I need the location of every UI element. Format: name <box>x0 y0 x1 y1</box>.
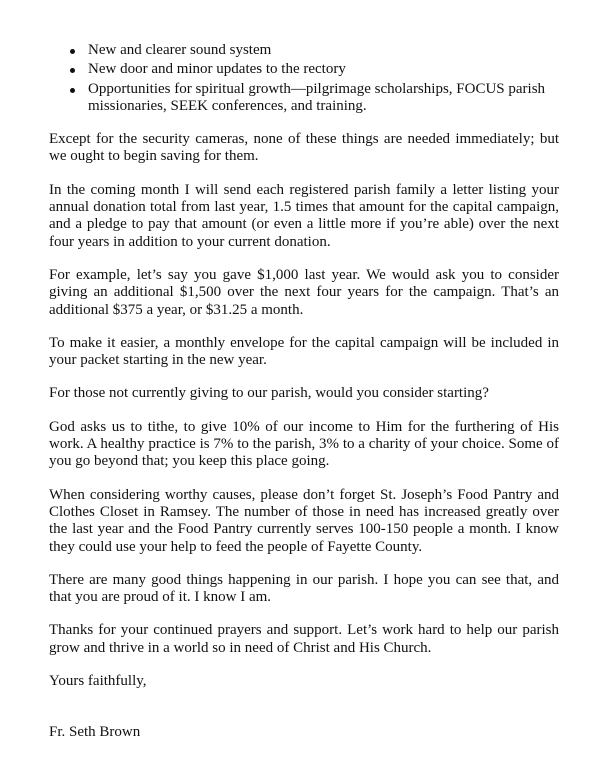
paragraph-example: For example, let’s say you gave $1,000 last year. We would ask you to consider giving an additional $1,500 over the next four years for the campaign. That’s an additional $375 a year, or $31.25 a month. <box>49 266 559 318</box>
bullet-item <box>49 61 559 78</box>
bullet-item <box>49 42 559 59</box>
signature: Fr. Seth Brown <box>49 724 141 741</box>
paragraph-food-pantry: When considering worthy causes, please don’t forget St. Joseph’s Food Pantry and Clothes Closet in Ramsey. The number of those in need has increased greatly over the last year and the Food Pantry currently serves 100-150 people a month. I know they could use your help to feed the people of Fayette County. <box>49 486 559 555</box>
bullet-dot-icon <box>70 68 75 73</box>
bullet-text: New door and minor updates to the rectory <box>88 61 346 78</box>
bullet-dot-icon <box>70 49 75 54</box>
paragraph-pledge-letter: In the coming month I will send each registered parish family a letter listing your annual donation total from last year, 1.5 times that amount for the capital campaign, and a pledge to pay that amount (or even a little more if you’re able) over the next four years in addition to your current donation. <box>49 181 559 250</box>
needs-bullet-list <box>49 42 559 115</box>
bullet-dot-icon <box>70 88 75 93</box>
paragraph-good-things: There are many good things happening in our parish. I hope you can see that, and that you are proud of it. I know I am. <box>49 571 559 606</box>
bullet-item <box>49 81 559 116</box>
closing-salutation: Yours faithfully, <box>49 673 147 690</box>
bullet-text: Opportunities for spiritual growth—pilgrimage scholarships, FOCUS parish missionaries, SEEK conferences, and training. <box>88 80 546 114</box>
paragraph-new-givers: For those not currently giving to our parish, would you consider starting? <box>49 385 489 402</box>
paragraph-saving: Except for the security cameras, none of these things are needed immediately; but we ought to begin saving for them. <box>49 131 559 165</box>
paragraph-envelope: To make it easier, a monthly envelope for the capital campaign will be included in your packet starting in the new year. <box>49 334 559 369</box>
paragraph-tithe: God asks us to tithe, to give 10% of our income to Him for the furthering of His work. A healthy practice is 7% to the parish, 3% to a charity of your choice. Some of you go beyond that; you keep this place going. <box>49 418 559 470</box>
bullet-text: New and clearer sound system <box>88 42 272 58</box>
letter-page <box>49 42 559 742</box>
paragraph-thanks: Thanks for your continued prayers and support. Let’s work hard to help our parish grow and thrive in a world so in need of Christ and His Church. <box>49 622 559 656</box>
